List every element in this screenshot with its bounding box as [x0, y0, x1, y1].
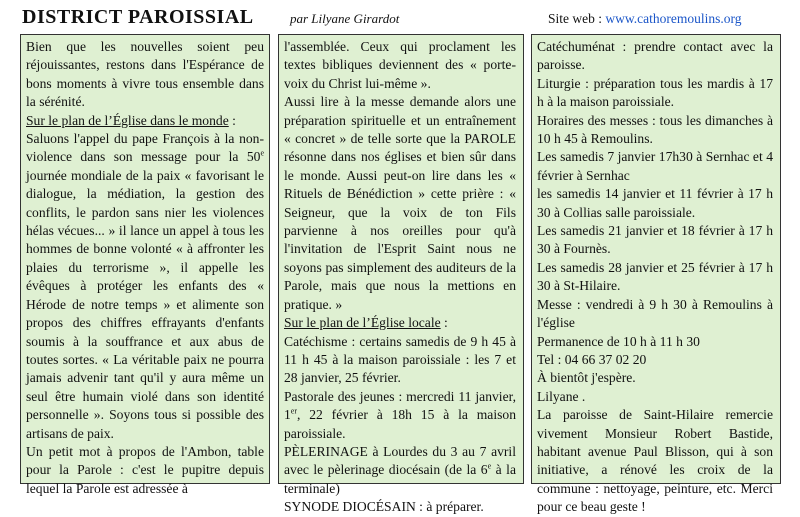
phone-number: Tel : 04 66 37 02 20 — [537, 351, 647, 367]
page-title: DISTRICT PAROISSIAL — [22, 6, 254, 28]
pope-paragraph — [26, 130, 264, 443]
youth-sup: er — [290, 406, 298, 416]
mass-times-paragraph: Horaires des messes : tous les dimanches à 10 h 45 à Remoulins. — [537, 112, 773, 147]
pope-text-a: Saluons l'appel du pape François à la non-violence dans son message pour la 50 — [26, 131, 264, 165]
catechumenate-paragraph: Catéchuménat : prendre contact avec la paroisse. — [537, 39, 773, 73]
schedule-st-hilaire: Les samedis 28 janvier et 25 février à 17 h 30 à St-Hilaire. — [537, 259, 773, 294]
header — [0, 0, 800, 34]
site-info — [548, 11, 741, 27]
pilgrimage-sup: e — [487, 461, 492, 471]
intro-paragraph: Bien que les nouvelles soient peu réjouissantes, restons dans l'Espérance de bons moments à vivre tous ensemble dans la sérénité. — [26, 39, 264, 110]
ambon-paragraph: Un petit mot à propos de l'Ambon, table pour la Parole : c'est le pupitre depuis lequel la Parole est adressée à — [26, 443, 264, 496]
byline: par Lilyane Girardot — [290, 11, 400, 26]
catechism-paragraph: Catéchisme : certains samedis de 9 h 45 à 11 h 45 à la maison paroissiale : les 7 et 28 janvier, 25 février. — [284, 333, 516, 386]
section-heading-world — [26, 112, 264, 130]
pope-sup: e — [260, 148, 264, 158]
column-1 — [26, 38, 264, 498]
pope-text-b: journée mondiale de la paix « favorisant le dialogue, la médiation, la gestion des conflits, le pardon sans nier les violences hélas vécues... » il lance un appel à tous les hommes de bonne volonté « à affronter les plaies du terrorisme », il appelle les évêques à protéger les enfants des « Hérode de notre temps » et alimente son propos des chiffres effrayants d'enfants soumis à la souffrance et aux abus de toutes sortes. « La véritable paix ne pourra jamais advenir tant qu'il y aura même un seul être humain violé dans son identité personnelle ». Soyons tous si possible des artisans de paix. — [26, 167, 264, 441]
liturgy-paragraph: Liturgie : préparation tous les mardis à 17 h à la maison paroissiale. — [537, 75, 773, 110]
schedule-fournes: Les samedis 21 janvier et 18 février à 17 h 30 à Fournès. — [537, 223, 773, 257]
schedule-collias: les samedis 14 janvier et 11 février à 17 h 30 à Collias salle paroissiale. — [537, 186, 773, 220]
pilgrimage-text-b: à la terminale) — [284, 462, 516, 496]
site-label: Site web : — [548, 11, 606, 26]
pilgrimage-paragraph — [284, 443, 516, 498]
section-heading-local — [284, 314, 516, 332]
friday-mass: Messe : vendredi à 9 h 30 à Remoulins à l'église — [537, 296, 773, 331]
column-3 — [537, 38, 773, 517]
site-url-link[interactable]: www.cathoremoulins.org — [605, 11, 742, 26]
pilgrimage-text-a: PÈLERINAGE à Lourdes du 3 au 7 avril avec le pèlerinage diocésain (de la 6 — [284, 443, 516, 478]
synod-paragraph: SYNODE DIOCÉSAIN : à préparer. — [284, 499, 484, 515]
reading-paragraph: Aussi lire à la messe demande alors une préparation spirituelle et un entraînement « concret » de telle sorte que la PAROLE résonne dans nos églises et bien sûr dans le monde. Aussi peut-on lire dans les « Rituels de Bénédiction » cette prière : « Seigneur, que la voix de ton Fils parvienne à nos oreilles pour qu'à l'invitation de l'Esprit Saint nous ne soyons pas simplement des auditeurs de la Parole, mais que nous la mettions en pratique. » — [284, 94, 516, 312]
column-2 — [284, 38, 516, 517]
youth-text-a: Pastorale des jeunes : mercredi 11 janvier, 1 — [284, 388, 516, 423]
youth-text-b: , 22 février à 18h 15 à la maison paroissiale. — [284, 407, 516, 441]
heading-world-colon: : — [228, 112, 236, 128]
heading-local-text: Sur le plan de l’Église locale — [284, 315, 441, 331]
heading-world-text: Sur le plan de l’Église dans le monde — [26, 112, 229, 128]
assembly-paragraph: l'assemblée. Ceux qui proclament les textes bibliques deviennent des « porte-voix du Christ lui-même ». — [284, 39, 516, 91]
office-hours: Permanence de 10 h à 11 h 30 — [537, 333, 700, 349]
closing-greeting: À bientôt j'espère. — [537, 370, 636, 386]
thanks-paragraph: La paroisse de Saint-Hilaire remercie vivement Monsieur Robert Bastide, habitant avenue Paul Blisson, qui à son initiative, a rénové les croix de la commune : nettoyage, peinture, etc. Merci pour ce beau geste ! — [537, 407, 773, 515]
signature-name: Lilyane . — [537, 388, 586, 404]
youth-paragraph — [284, 388, 516, 443]
schedule-sernhac: Les samedis 7 janvier 17h30 à Sernhac et 4 février à Sernhac — [537, 149, 773, 183]
heading-local-colon: : — [440, 315, 448, 331]
